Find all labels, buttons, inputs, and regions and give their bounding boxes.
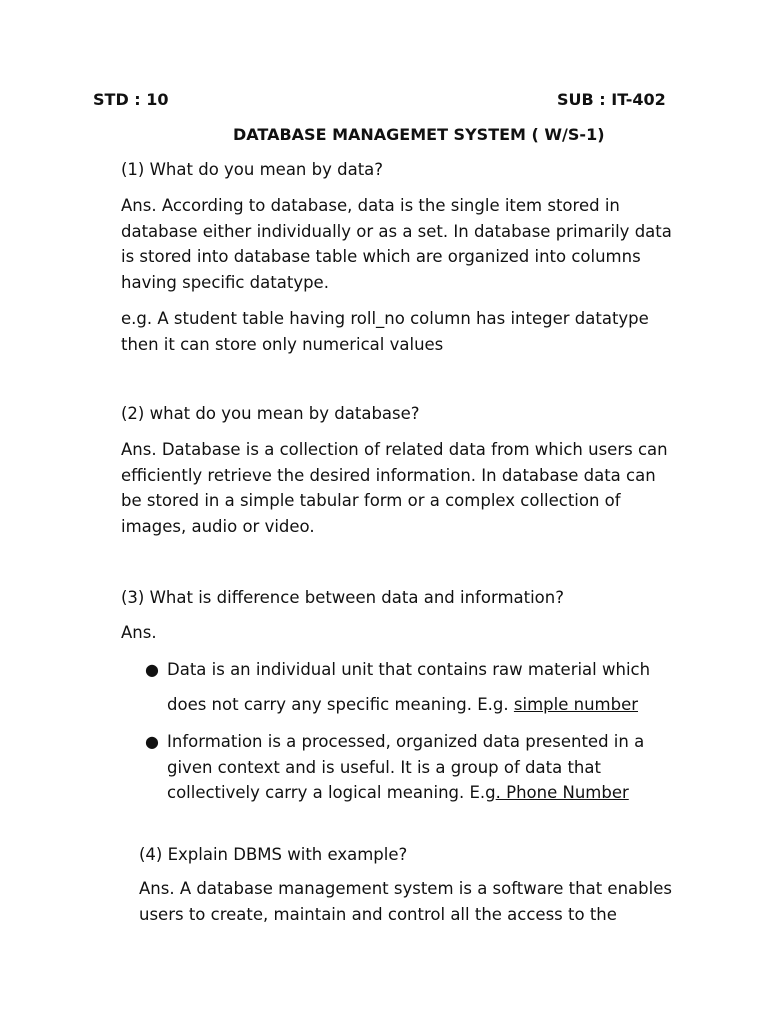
bullet-data-line [167, 692, 687, 718]
answer-2-line: efficiently retrieve the desired information. In database data can [121, 465, 656, 485]
bullet-information [167, 729, 687, 806]
example-simple-number: simple number [513, 695, 639, 714]
bullet-information-line: Information is a processed, organized data presented in a [167, 732, 645, 751]
question-1: (1) What do you mean by data? [121, 160, 384, 179]
bullet-data [167, 657, 687, 683]
subject-label: SUB : IT-402 [557, 90, 666, 109]
answer-2-line: images, audio or video. [121, 516, 315, 536]
bullet-information-line [167, 780, 687, 806]
page-title: DATABASE MANAGEMET SYSTEM ( W/S-1) [233, 125, 605, 144]
answer-1 [121, 193, 681, 295]
answer-3-label: Ans. [121, 623, 157, 642]
example-1 [121, 306, 681, 357]
answer-1-line: database either individually or as a set. In database primarily data [121, 221, 672, 241]
bullet-data-continued [167, 692, 687, 718]
bullet-data-text: does not carry any specific meaning. E.g. [167, 695, 514, 714]
question-4: (4) Explain DBMS with example? [139, 845, 408, 864]
question-3: (3) What is difference between data and information? [121, 588, 564, 607]
bullet-data-line: Data is an individual unit that contains raw material which [167, 660, 651, 679]
answer-2-line: be stored in a simple tabular form or a complex collection of [121, 491, 621, 510]
example-phone-number: . Phone Number [495, 783, 629, 802]
answer-2 [121, 437, 681, 539]
bullet-marker: ● [145, 732, 159, 751]
example-1-line: then it can store only numerical values [121, 334, 444, 354]
answer-4-line: Ans. A database management system is a software that enables [139, 879, 672, 898]
question-2: (2) what do you mean by database? [121, 404, 420, 423]
standard-label: STD : 10 [93, 90, 169, 109]
answer-1-line: Ans. According to database, data is the single item stored in [121, 196, 620, 215]
bullet-marker: ● [145, 660, 159, 679]
example-1-line: e.g. A student table having roll_no column has integer datatype [121, 309, 649, 328]
bullet-information-line: given context and is useful. It is a group of data that [167, 757, 601, 777]
answer-1-line: is stored into database table which are organized into columns [121, 247, 641, 266]
answer-4-line: users to create, maintain and control all the access to the [139, 904, 617, 924]
bullet-information-text: collectively carry a logical meaning. E.g [167, 783, 496, 802]
answer-4 [139, 876, 699, 927]
answer-1-line: having specific datatype. [121, 272, 329, 292]
answer-2-line: Ans. Database is a collection of related data from which users can [121, 440, 668, 459]
